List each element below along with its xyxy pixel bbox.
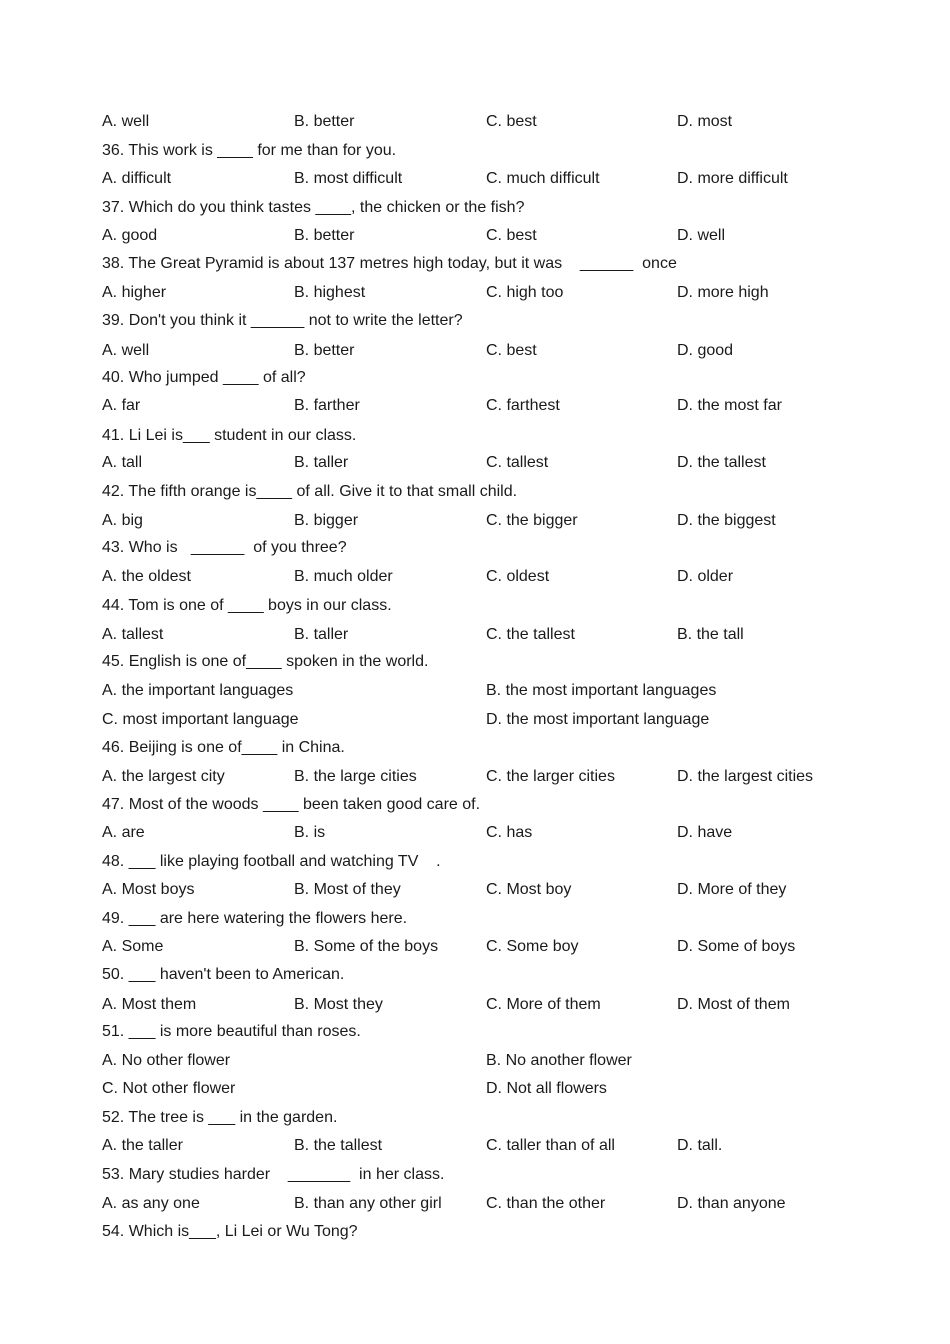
answer-option: B. highest (294, 284, 366, 301)
answer-option: C. the bigger (486, 512, 578, 529)
answer-option: D. Not all flowers (486, 1080, 607, 1097)
question-text: 48. ___ like playing football and watching TV . (102, 853, 441, 870)
answer-option: C. More of them (486, 996, 601, 1013)
answer-option: B. better (294, 227, 355, 244)
question-text: 43. Who is ______ of you three? (102, 539, 347, 556)
answer-option: B. than any other girl (294, 1195, 442, 1212)
answer-option: C. Not other flower (102, 1080, 236, 1097)
answer-option: C. best (486, 227, 537, 244)
answer-option: D. most (677, 113, 733, 130)
answer-option: D. older (677, 568, 734, 585)
answer-option: B. better (294, 342, 355, 359)
answer-option: D. the most important language (486, 711, 710, 728)
answer-option: D. the most far (677, 397, 782, 414)
answer-option: D. more high (677, 284, 769, 301)
answer-option: C. the larger cities (486, 768, 615, 785)
answer-option: D. good (677, 342, 734, 359)
answer-option: A. the taller (102, 1137, 183, 1154)
answer-option: C. high too (486, 284, 564, 301)
question-text: 46. Beijing is one of____ in China. (102, 739, 345, 756)
answer-option: C. tallest (486, 454, 549, 471)
answer-option: D. tall. (677, 1137, 723, 1154)
answer-option: A. Most them (102, 996, 197, 1013)
answer-option: D. Some of boys (677, 938, 796, 955)
answer-option: B. the large cities (294, 768, 417, 785)
answer-option: A. the important languages (102, 682, 294, 699)
answer-option: D. well (677, 227, 726, 244)
answer-option: A. Some (102, 938, 164, 955)
answer-option: C. much difficult (486, 170, 600, 187)
answer-option: B. Most they (294, 996, 383, 1013)
answer-option: A. good (102, 227, 158, 244)
answer-option: C. oldest (486, 568, 550, 585)
answer-option: C. best (486, 113, 537, 130)
answer-option: A. tall (102, 454, 143, 471)
answer-option: A. big (102, 512, 143, 529)
answer-option: B. No another flower (486, 1052, 632, 1069)
answer-option: D. the tallest (677, 454, 766, 471)
answer-option: C. taller than of all (486, 1137, 615, 1154)
answer-option: C. best (486, 342, 537, 359)
question-text: 40. Who jumped ____ of all? (102, 369, 306, 386)
answer-option: B. most difficult (294, 170, 403, 187)
answer-option: A. the oldest (102, 568, 191, 585)
answer-option: D. Most of them (677, 996, 790, 1013)
answer-option: C. than the other (486, 1195, 606, 1212)
answer-option: B. the tall (677, 626, 744, 643)
answer-option: A. difficult (102, 170, 172, 187)
question-text: 54. Which is___, Li Lei or Wu Tong? (102, 1223, 358, 1240)
question-text: 37. Which do you think tastes ____, the chicken or the fish? (102, 199, 525, 216)
answer-option: A. well (102, 342, 150, 359)
answer-option: B. Most of they (294, 881, 401, 898)
answer-option: A. the largest city (102, 768, 225, 785)
answer-option: B. taller (294, 626, 349, 643)
question-text: 50. ___ haven't been to American. (102, 966, 345, 983)
question-text: 38. The Great Pyramid is about 137 metres high today, but it was ______ once (102, 255, 677, 272)
answer-option: B. the most important languages (486, 682, 717, 699)
answer-option: B. farther (294, 397, 360, 414)
answer-option: C. Most boy (486, 881, 572, 898)
answer-option: B. Some of the boys (294, 938, 439, 955)
answer-option: C. has (486, 824, 533, 841)
answer-option: D. the largest cities (677, 768, 814, 785)
question-text: 53. Mary studies harder _______ in her class. (102, 1166, 445, 1183)
answer-option: A. tallest (102, 626, 164, 643)
answer-option: B. better (294, 113, 355, 130)
question-text: 44. Tom is one of ____ boys in our class. (102, 597, 392, 614)
answer-option: D. more difficult (677, 170, 788, 187)
answer-option: A. No other flower (102, 1052, 231, 1069)
answer-option: A. far (102, 397, 141, 414)
answer-option: D. have (677, 824, 733, 841)
answer-option: A. higher (102, 284, 167, 301)
answer-option: C. the tallest (486, 626, 575, 643)
answer-option: A. Most boys (102, 881, 195, 898)
question-text: 47. Most of the woods ____ been taken good care of. (102, 796, 481, 813)
answer-option: A. are (102, 824, 145, 841)
answer-option: C. Some boy (486, 938, 579, 955)
answer-option: D. than anyone (677, 1195, 786, 1212)
question-text: 45. English is one of____ spoken in the world. (102, 653, 429, 670)
question-text: 51. ___ is more beautiful than roses. (102, 1023, 361, 1040)
answer-option: B. is (294, 824, 326, 841)
answer-option: A. well (102, 113, 150, 130)
question-text: 42. The fifth orange is____ of all. Give it to that small child. (102, 483, 518, 500)
answer-option: C. farthest (486, 397, 560, 414)
answer-option: C. most important language (102, 711, 299, 728)
question-text: 39. Don't you think it ______ not to write the letter? (102, 312, 463, 329)
answer-option: B. much older (294, 568, 393, 585)
answer-option: D. More of they (677, 881, 787, 898)
answer-option: A. as any one (102, 1195, 200, 1212)
answer-option: D. the biggest (677, 512, 776, 529)
answer-option: B. the tallest (294, 1137, 383, 1154)
question-text: 49. ___ are here watering the flowers here. (102, 910, 408, 927)
answer-option: B. taller (294, 454, 349, 471)
answer-option: B. bigger (294, 512, 359, 529)
question-text: 52. The tree is ___ in the garden. (102, 1109, 338, 1126)
question-text: 41. Li Lei is___ student in our class. (102, 427, 357, 444)
question-text: 36. This work is ____ for me than for you. (102, 142, 397, 159)
